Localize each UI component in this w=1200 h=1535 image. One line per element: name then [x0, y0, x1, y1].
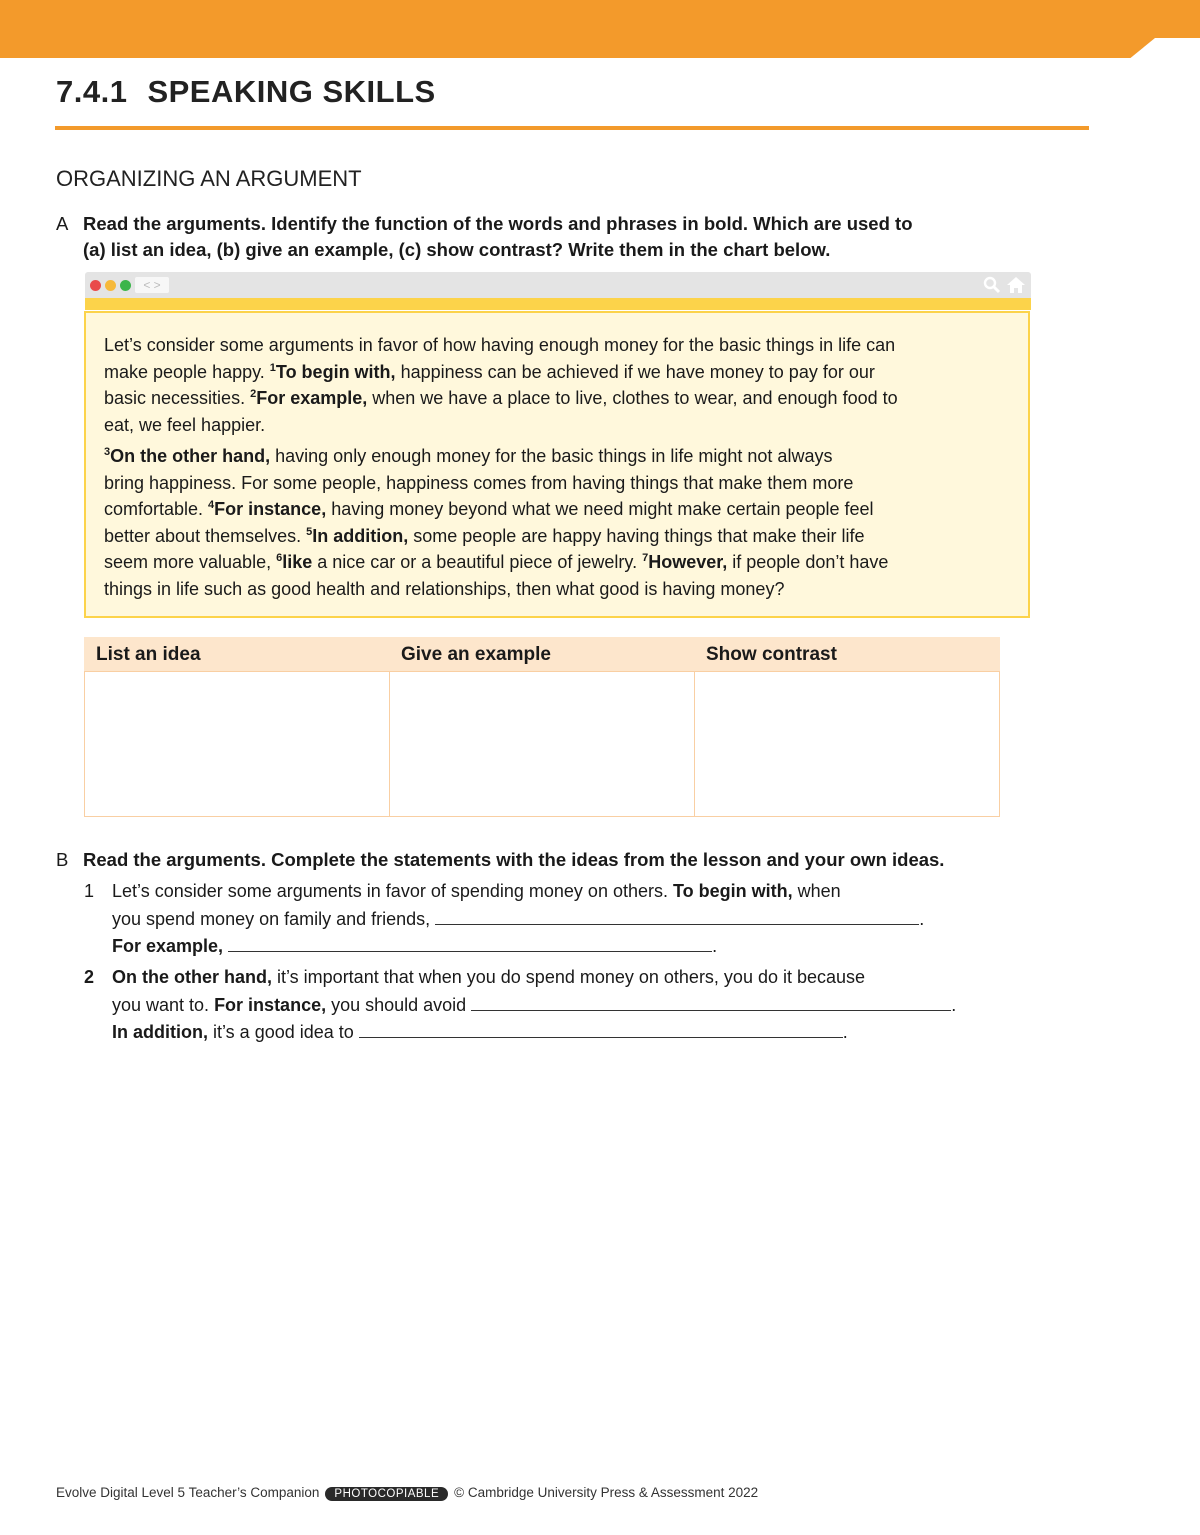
section-number: 7.4.1	[56, 74, 128, 109]
search-icon	[983, 276, 1001, 294]
header-give-an-example: Give an example	[401, 644, 551, 665]
marker-7: 7	[642, 552, 649, 564]
passage-line: make people happy. $^1$To begin with, happiness can be achieved if we have money to pay for our	[104, 361, 875, 382]
phrase-for-instance: For instance,	[214, 499, 327, 519]
header-bar	[0, 0, 1200, 60]
phrase-to-begin-with: To begin with,	[275, 361, 396, 382]
back-arrow-icon: <	[143, 278, 151, 292]
header-show-contrast: Show contrast	[706, 644, 837, 665]
answer-cell-show-contrast[interactable]	[694, 671, 1000, 817]
passage-paragraph-2	[104, 443, 888, 602]
footer	[56, 1485, 758, 1501]
home-icon	[1006, 276, 1026, 294]
answer-blank[interactable]	[228, 932, 712, 952]
exercise-a-letter: A	[56, 213, 69, 234]
phrase-however: However,	[648, 552, 728, 572]
passage-paragraph-1	[104, 332, 898, 438]
marker-6: 6	[276, 552, 283, 564]
passage-line: $^3$On the other hand, having only enough money for the basic things in life might not always	[104, 446, 833, 466]
phrase-on-the-other-hand: On the other hand,	[110, 446, 271, 466]
passage-line: bring happiness. For some people, happiness comes from having things that make them more	[104, 472, 854, 493]
photocopiable-badge: PHOTOCOPIABLE	[325, 1487, 448, 1501]
passage-line: eat, we feel happier.	[104, 414, 266, 435]
passage-line: comfortable. $^4$For instance, having money beyond what we need might make certain people feel	[104, 499, 874, 519]
passage-line: better about themselves. $^5$In addition, some people are happy having things that make their life	[104, 525, 865, 546]
marker-5: 5	[306, 525, 313, 538]
passage-line: things in life such as good health and relationships, then what good is having money?	[104, 578, 785, 599]
marker-1: 1	[269, 361, 276, 374]
passage-line: basic necessities. $^2$For example, when we have a place to live, clothes to wear, and enough food to	[104, 388, 898, 408]
copyright: © Cambridge University Press & Assessment 2022	[454, 1485, 759, 1500]
marker-4: 4	[208, 499, 215, 511]
answer-cell-give-an-example[interactable]	[389, 671, 695, 817]
phrase-for-example: For example,	[256, 388, 368, 408]
header-list-an-idea: List an idea	[96, 644, 201, 665]
answer-chart	[84, 637, 1000, 819]
exercise-a-line-2: (a) list an idea, (b) give an example, (c) show contrast? Write them in the chart below.	[83, 239, 831, 260]
phrase-in-addition: In addition,	[312, 525, 409, 546]
exercise-b-text: Read the arguments. Complete the statements with the ideas from the lesson and your own ideas.	[83, 849, 945, 870]
title-underline	[55, 126, 1089, 130]
browser-frame	[85, 272, 1031, 298]
forward-arrow-icon: >	[153, 278, 161, 292]
nav-arrows	[135, 277, 169, 293]
phrase-like: like	[282, 552, 313, 572]
passage-line: Let’s consider some arguments in favor of how having enough money for the basic things in life can	[104, 335, 896, 355]
answer-blank[interactable]	[435, 905, 919, 925]
marker-3: 3	[104, 446, 111, 458]
browser-accent-strip	[85, 298, 1031, 310]
minimize-dot-icon	[105, 280, 116, 291]
marker-2: 2	[250, 388, 257, 400]
answer-cell-list-an-idea[interactable]	[84, 671, 390, 817]
answer-blank[interactable]	[471, 991, 951, 1011]
maximize-dot-icon	[120, 280, 131, 291]
page-title	[56, 74, 436, 110]
footer-title: Evolve Digital Level 5 Teacher’s Companion	[56, 1485, 320, 1500]
section-heading: SPEAKING SKILLS	[147, 74, 436, 109]
passage-line: seem more valuable, $^6$like a nice car or a beautiful piece of jewelry. $^7$However, if people don’t have	[104, 552, 889, 572]
item-number: 2	[84, 967, 95, 987]
section-title: ORGANIZING AN ARGUMENT	[56, 166, 362, 191]
close-dot-icon	[90, 280, 101, 291]
exercise-a-line-1: Read the arguments. Identify the function of the words and phrases in bold. Which are used to	[83, 213, 913, 234]
exercise-b-letter: B	[56, 849, 69, 870]
item-number: 1	[84, 881, 95, 901]
answer-blank[interactable]	[359, 1018, 843, 1038]
